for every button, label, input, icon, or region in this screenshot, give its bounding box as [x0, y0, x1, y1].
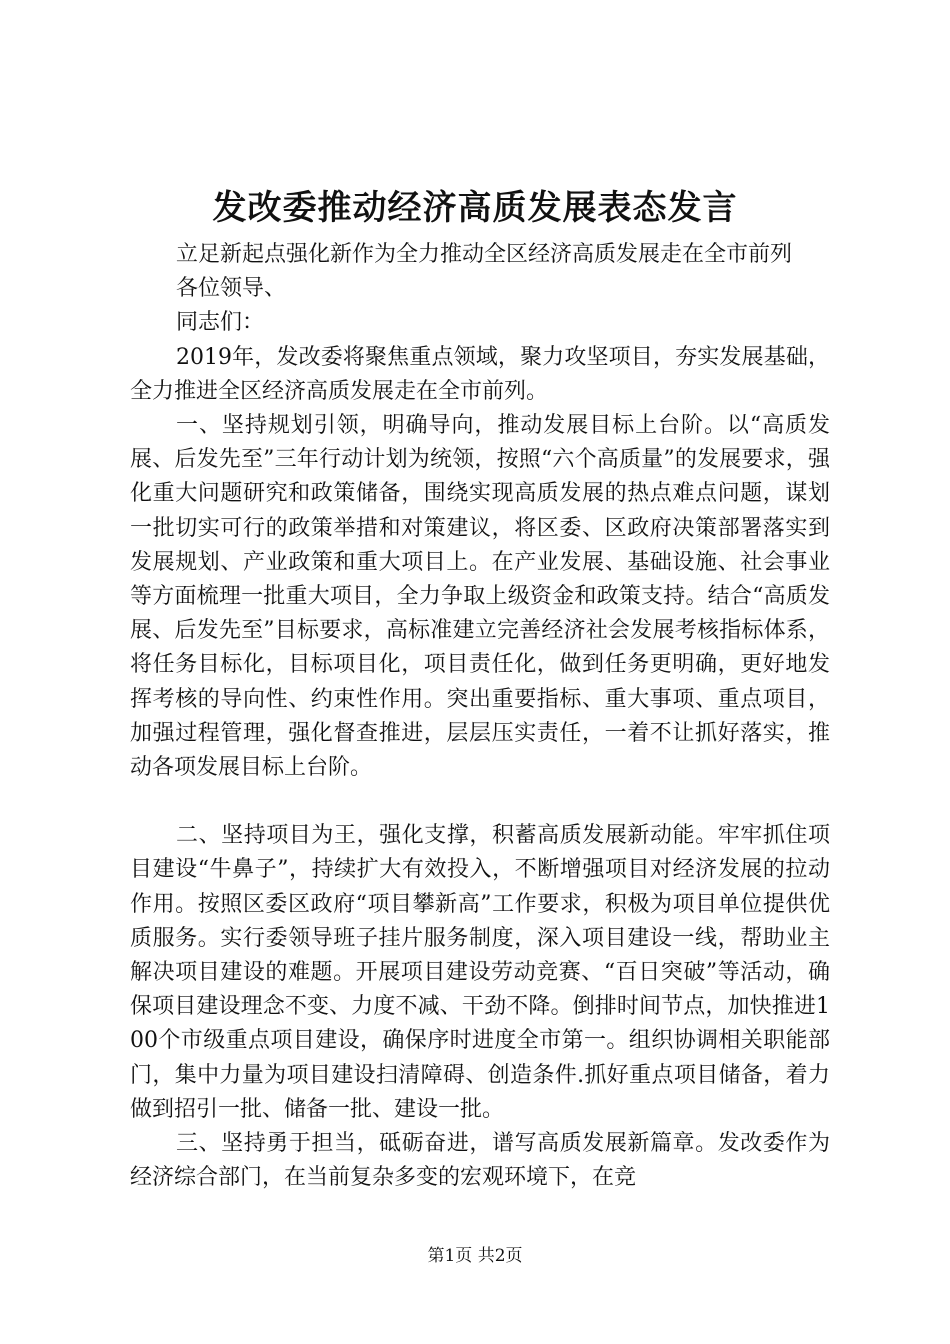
salutation-leaders: 各位领导、: [176, 276, 287, 302]
document-title: 发改委推动经济高质发展表态发言: [212, 188, 738, 228]
intro-paragraph: 2019年，发改委将聚焦重点领域，聚力攻坚项目，夯实发展基础，全力推进全区经济高质发展走在全市前列。: [130, 344, 830, 404]
section-one-paragraph: 一、坚持规划引领，明确导向，推动发展目标上台阶。以“高质发展、后发先至”三年行动计划为统领，按照“六个高质量”的发展要求，强化重大问题研究和政策储备，围绕实现高质发展的热点难点问题，谋划一批切实可行的政策举措和对策建议，将区委、区政府决策部署落实到发展规划、产业政策和重大项目上。在产业发展、基础设施、社会事业等方面梳理一批重大项目，全力争取上级资金和政策支持。结合“高质发展、后发先至”目标要求，高标准建立完善经济社会发展考核指标体系，将任务目标化，目标项目化，项目责任化，做到任务更明确，更好地发挥考核的导向性、约束性作用。突出重要指标、重大事项、重点项目，加强过程管理，强化督查推进，层层压实责任，一着不让抓好落实，推动各项发展目标上台阶。: [130, 413, 830, 781]
salutation-comrades: 同志们：: [176, 310, 265, 336]
section-three-paragraph: 三、坚持勇于担当，砥砺奋进，谱写高质发展新篇章。发改委作为经济综合部门，在当前复杂多变的宏观环境下，在竞: [130, 1131, 830, 1191]
subtitle-paragraph: 立足新起点强化新作为全力推动全区经济高质发展走在全市前列: [176, 242, 793, 267]
page-footer: 第1页 共2页: [427, 1246, 523, 1266]
section-two-paragraph: 二、坚持项目为王，强化支撑，积蓄高质发展新动能。牢牢抓住项目建设“牛鼻子”，持续扩大有效投入，不断增强项目对经济发展的拉动作用。按照区委区政府“项目攀新高”工作要求，积极为项目单位提供优质服务。实行委领导班子挂片服务制度，深入项目建设一线，帮助业主解决项目建设的难题。开展项目建设劳动竞赛、“百日突破”等活动，确保项目建设理念不变、力度不减、干劲不降。倒排时间节点，加快推进100个市级重点项目建设，确保序时进度全市第一。组织协调相关职能部门，集中力量为项目建设扫清障碍、创造条件.抓好重点项目储备，着力做到招引一批、储备一批、建设一批。: [130, 823, 830, 1122]
document-body: [130, 238, 830, 1195]
